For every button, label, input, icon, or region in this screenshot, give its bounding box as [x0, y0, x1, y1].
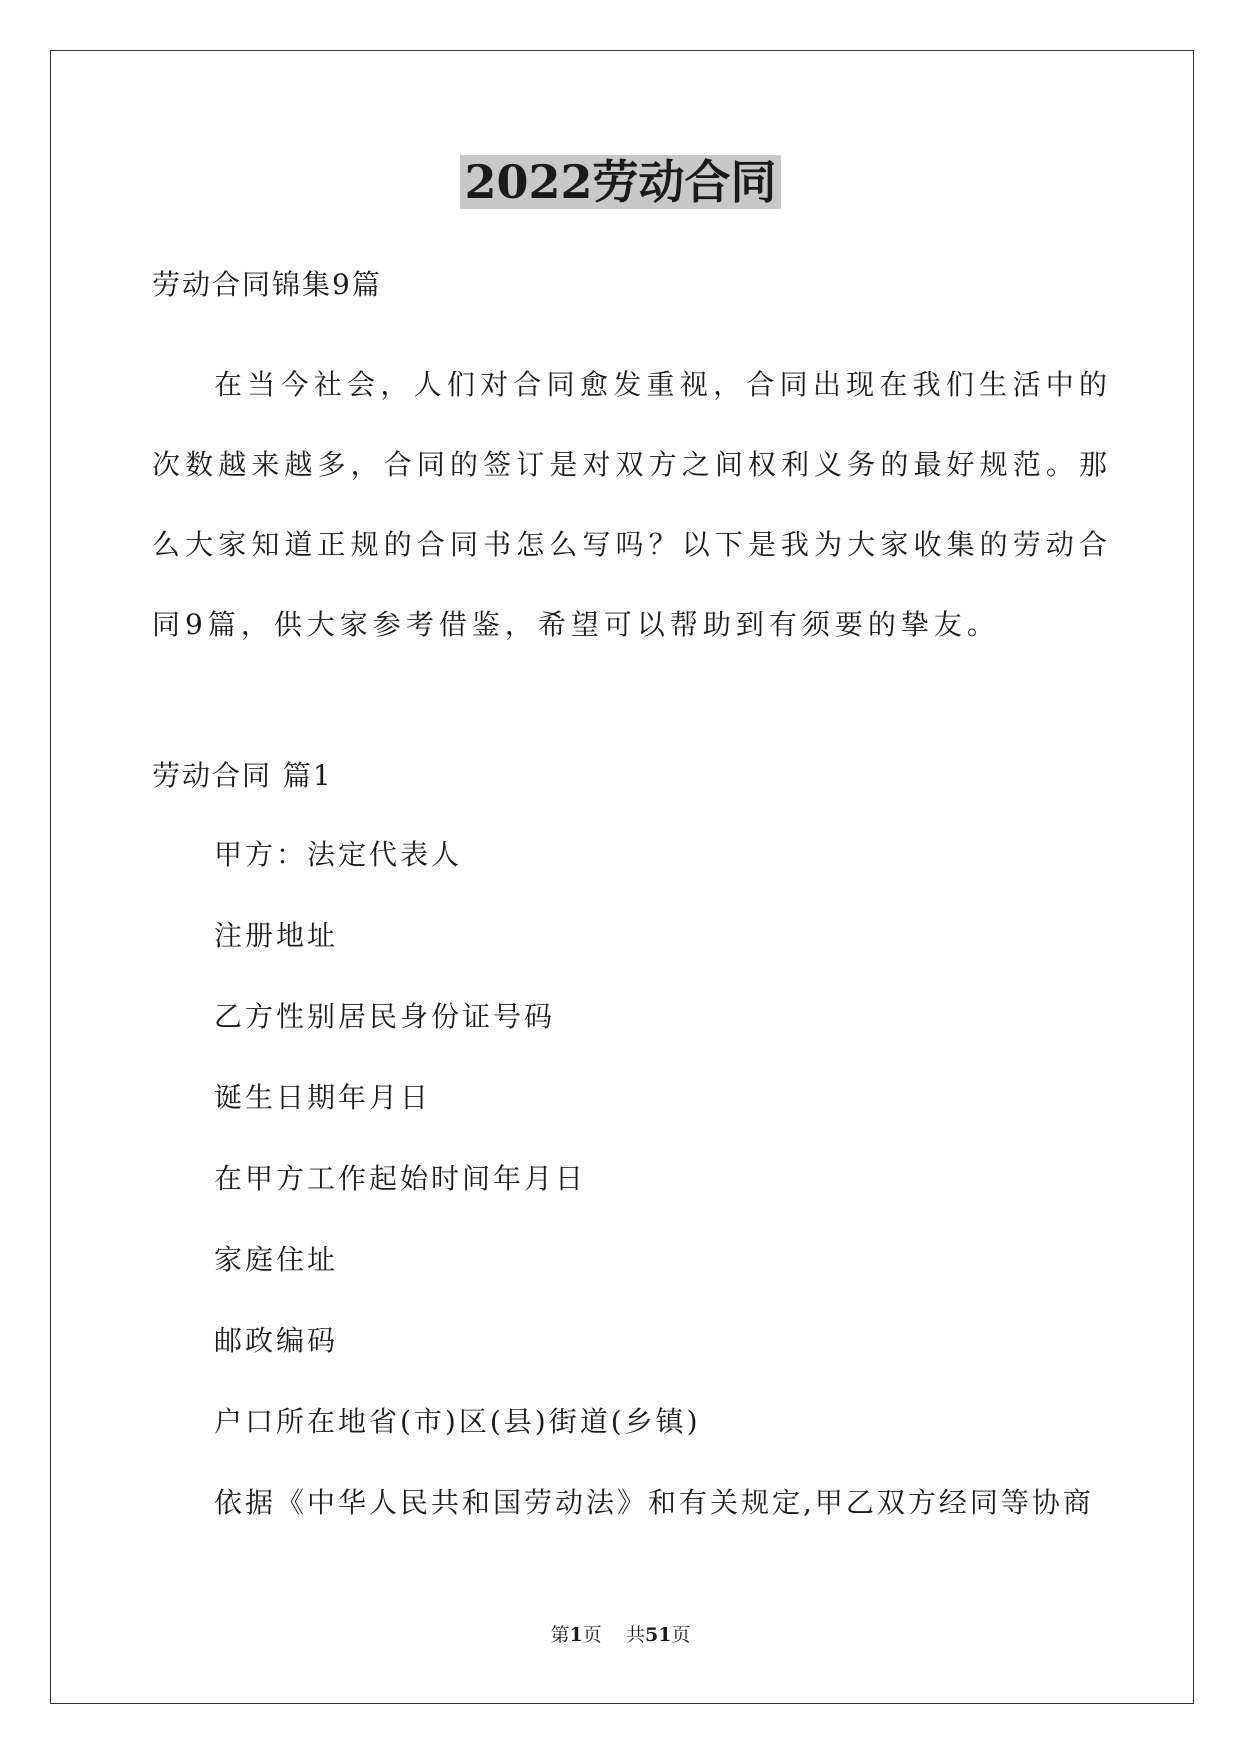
field-home-address: 家庭住址 [214, 1243, 339, 1276]
field-postal-code: 邮政编码 [214, 1324, 339, 1357]
footer-page-prefix: 第 [550, 1624, 570, 1646]
document-title-text: 2022劳动合同 [460, 155, 780, 209]
footer-total-prefix: 共 [625, 1624, 645, 1646]
section-heading: 劳动合同 篇1 [152, 759, 333, 792]
footer-total-suffix: 页 [671, 1624, 691, 1646]
footer-page-suffix: 页 [582, 1624, 602, 1646]
field-birth-date: 诞生日期年月日 [214, 1081, 432, 1114]
field-legal-basis: 依据《中华人民共和国劳动法》和有关规定,甲乙双方经同等协商 [214, 1486, 1094, 1519]
field-start-date: 在甲方工作起始时间年月日 [214, 1162, 587, 1195]
field-registered-address: 注册地址 [214, 919, 339, 952]
document-subtitle: 劳动合同锦集9篇 [152, 268, 382, 301]
document-title [0, 152, 1241, 212]
field-party-b: 乙方性别居民身份证号码 [214, 1000, 556, 1033]
intro-paragraph: 在当今社会，人们对合同愈发重视，合同出现在我们生活中的次数越来越多，合同的签订是对双方之间权利义务的最好规范。那么大家知道正规的合同书怎么写吗？以下是我为大家收集的劳动合同9篇，供大家参考借鉴，希望可以帮助到有须要的挚友。 [152, 368, 1112, 641]
page-footer [0, 1622, 1241, 1648]
contract-field-list [214, 835, 1094, 1564]
footer-page-number: 1 [569, 1624, 583, 1646]
field-party-a: 甲方：法定代表人 [214, 838, 463, 871]
field-household-registration: 户口所在地省(市)区(县)街道(乡镇) [214, 1405, 701, 1438]
footer-total-pages: 51 [644, 1624, 672, 1646]
